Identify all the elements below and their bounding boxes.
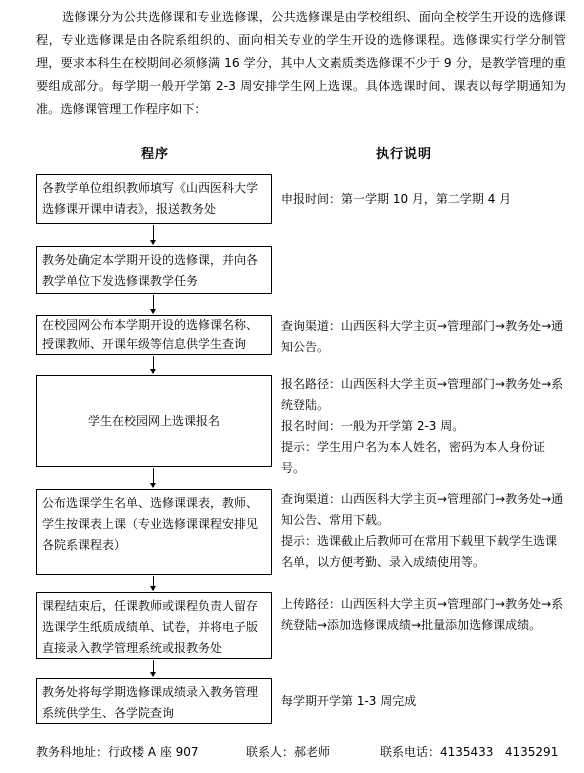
footer-contact: 联系人：郝老师 [246, 745, 331, 759]
step-4-note-3: 提示：学生用户名为本人姓名，密码为本人身份证号。 [281, 440, 546, 475]
step-4-note-2: 报名时间：一般为开学第 2-3 周。 [281, 419, 465, 433]
step-6-box [36, 592, 272, 659]
step-3-notes [281, 316, 566, 358]
step-5-box [36, 489, 272, 575]
step-5-note-2: 提示：选课截止后教师可在常用下载里下载学生选课名单，以方便考勤、录入成绩使用等。 [281, 534, 558, 569]
step-1-text: 各教学单位组织教师填写《山西医科大学选修课开课申请表》，报送教务处 [42, 181, 259, 216]
step-4-notes [281, 374, 566, 479]
step-1-notes [281, 189, 566, 210]
step-2-text: 教务处确定本学期开设的选修课，并向各教学单位下发选修课教学任务 [42, 253, 259, 288]
step-5-notes [281, 489, 566, 573]
step-7-notes [281, 691, 566, 712]
step-1-box [36, 174, 272, 224]
arrow-6 [153, 660, 154, 676]
step-3-box [36, 315, 272, 355]
step-6-note-1: 上传路径：山西医科大学主页→管理部门→教务处→系统登陆→添加选修课成绩→批量添加选修课成绩。 [281, 597, 564, 632]
footer-address: 教务科地址：行政楼 A 座 907 [36, 745, 199, 759]
step-2-box [36, 246, 272, 294]
step-5-text: 公布选课学生名单、选修课课表，教师、学生按课表上课（专业选修课课程安排见各院系课程表） [42, 496, 259, 552]
step-3-text: 在校园网公布本学期开设的选修课名称、授课教师、开课年级等信息供学生查询 [42, 318, 259, 351]
step-4-text: 学生在校园网上选课报名 [87, 413, 220, 428]
step-6-text: 课程结束后，任课教师或课程负责人留存选课学生纸质成绩单、试卷，并将电子版直接录入教学管理系统或报教务处 [42, 599, 259, 655]
step-7-box [36, 678, 272, 724]
step-6-notes [281, 594, 566, 636]
step-1-note-1: 申报时间：第一学期 10 月，第二学期 4 月 [281, 192, 512, 206]
step-7-note-1: 每学期开学第 1-3 周完成 [281, 694, 417, 708]
header-notes: 执行说明 [376, 147, 433, 162]
step-4-note-1: 报名路径：山西医科大学主页→管理部门→教务处→系统登陆。 [281, 377, 564, 412]
intro-text [36, 6, 566, 121]
step-3-note-1: 查询渠道：山西医科大学主页→管理部门→教务处→通知公告。 [281, 319, 564, 354]
step-5-note-1: 查询渠道：山西医科大学主页→管理部门→教务处→通知公告、常用下载。 [281, 492, 564, 527]
arrow-1 [153, 225, 154, 244]
step-4-box [36, 375, 272, 467]
header-procedure: 程序 [141, 147, 170, 162]
arrow-3 [153, 356, 154, 373]
step-7-text: 教务处将每学期选修课成绩录入教务管理系统供学生、各学院查询 [42, 685, 259, 720]
arrow-4 [153, 468, 154, 487]
arrow-5 [153, 576, 154, 590]
arrow-2 [153, 295, 154, 313]
intro-paragraph: 选修课分为公共选修课和专业选修课，公共选修课是由学校组织、面向全校学生开设的选修课程，专业选修课是由各院系组织的、面向相关专业的学生开设的选修课程。选修课实行学分制管理，要求本科生在校期间必须修满 16 学分，其中人文素质类选修课不少于 9 分，是教学管理的重要组成部分。每学期一般开学第 2-3 周安排学生网上选课。具体选课时间、课表以每学期通知为准。选修课管理工作程序如下： [36, 10, 566, 116]
footer-phone: 联系电话：4135433 4135291 [380, 745, 559, 759]
